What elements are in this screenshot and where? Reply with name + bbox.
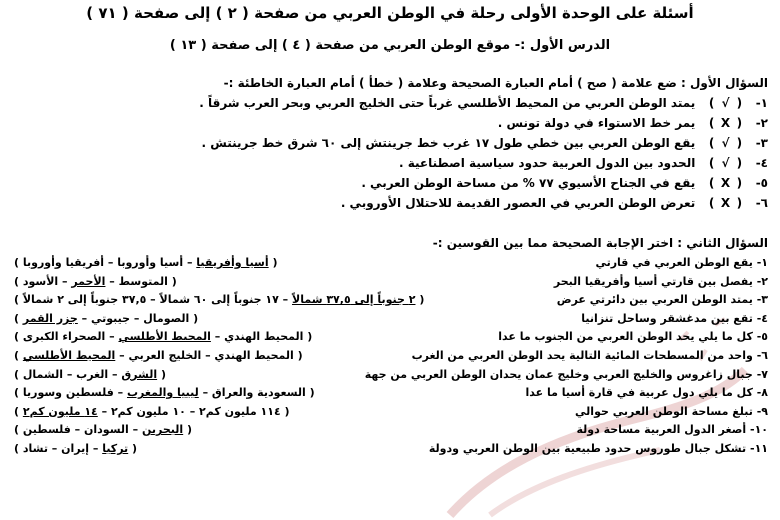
q2-option-text: – السودان – فلسطين ) [14,423,142,437]
q1-item-number: ٦- [755,196,768,210]
q1-item: ٢- ( X ) يمر خط الاستواء في دولة تونس . [497,116,768,130]
q2-correct-answer: ٢ جنوباً إلى ٣٧,٥ شمالاً [292,293,416,307]
q2-option-text: ( [183,423,193,437]
q2-option-text: ( الصومال – جيبوتي – [77,311,199,325]
q2-item-text: يقع الوطن العربي في قارتي [595,256,753,269]
q2-item-stem [526,386,768,399]
q2-item-options [14,256,278,269]
q1-item-mark: X [720,116,731,130]
question-2-heading: السؤال الثاني : اختر الإجابة الصحيحة مما بين القوسين :- [432,236,768,250]
q2-option-text: ( المحيط الهندي – الخليج العربي – [115,349,303,362]
q2-item-number: ٢- [756,274,768,288]
q2-item-text: كل ما يلي دول عربية في قارة أسيا ما عدا [525,386,753,400]
q2-item [14,442,768,457]
lesson-subtitle: الدرس الأول :- موقع الوطن العربي من صفحة ( ٤ ) إلى صفحة ( ١٣ ) [169,38,611,53]
q1-item-number: ٣- [755,136,768,150]
q1-item: ٦- ( X ) تعرض الوطن العربي في العصور القديمة للاحتلال الأوروبي . [340,196,768,210]
q2-item-text: أصغر الدول العربية مساحة دولة [576,423,747,437]
q2-item-number: ٤- [756,311,768,325]
q2-item-number: ١٠- [749,423,768,437]
q2-item [14,312,768,327]
q2-correct-answer: الأحمر [71,274,106,288]
q2-item-options [14,293,424,306]
q2-item-number: ٦- [756,349,768,362]
q2-item-text: تشكل جبال طوروس حدود طبيعية بين الوطن العربي ودولة [428,442,747,455]
q2-option-text: ( [268,256,278,269]
q1-item-text: الحدود بين الدول العربية حدود سياسية اصطناعية . [398,156,696,170]
q2-item-stem [365,368,768,381]
q2-option-text: – الغرب – الشمال ) [14,367,122,381]
q1-item-text: يقع الوطن العربي بين خطي طول ١٧ غرب خط جرينتش إلى ٦٠ شرق خط جرينتش . [201,136,696,150]
q2-option-text: – الأسود ) [14,274,72,288]
q1-item-text: يقع في الجناح الأسيوي ٧٧ % من مساحة الوطن العربي . [361,176,696,190]
q2-option-text: ) [14,311,23,325]
q1-item-number: ٥- [755,176,768,190]
q1-item-mark: √ [721,136,730,150]
q2-item-text: تقع بين مدغشقر وساحل تنزانيا [581,311,753,325]
q2-option-text: ( المحيط الهندي – [210,330,313,344]
q2-option-text: ( السعودية والعراق – [198,386,315,400]
q1-item-mark: X [720,176,731,190]
q1-item-text: تعرض الوطن العربي في العصور القديمة للاحتلال الأوروبي . [340,196,696,210]
q2-item [14,349,768,364]
q2-item [14,405,768,420]
q2-correct-answer: تركيا [102,442,129,455]
q1-item-text: يمر خط الاستواء في دولة تونس . [497,116,696,130]
question-1-heading: السؤال الأول : ضع علامة ( صح ) أمام العبارة الصحيحة وعلامة ( خطأ ) أمام العبارة الخاطئة :- [223,76,768,90]
q2-item-options [14,368,166,381]
q1-item-mark: √ [721,96,730,110]
q2-option-text: – الصحراء الكبرى ) [14,330,119,344]
q2-option-text: ( [157,367,166,381]
q2-item-stem [554,275,768,288]
q2-item [14,275,768,290]
q1-item: ١- ( √ ) يمتد الوطن العربي من المحيط الأطلسي غرباً حتى الخليج العربي وبحر العرب شرقاً . [199,96,768,110]
q2-option-text: ( [128,442,138,455]
q2-item-options [14,386,315,399]
q2-item-text: كل ما يلي يحد الوطن العربي من الجنوب ما عدا [498,330,753,344]
q1-item-text: يمتد الوطن العربي من المحيط الأطلسي غرباً حتى الخليج العربي وبحر العرب شرقاً . [199,96,696,110]
q2-correct-answer: الشرق [121,367,158,381]
q2-option-text: ( المتوسط – [105,274,177,288]
q2-correct-answer: ليبيا والمغرب [126,386,199,400]
q2-item-number: ٣- [756,293,768,307]
q2-option-text: – ١٧ جنوباً إلى ٦٠ شمالاً – ٣٧,٥ جنوباً إلى ٢ شمالاً ) [14,293,292,307]
q2-item-options [14,349,303,362]
q2-item [14,293,768,308]
q2-item [14,386,768,401]
q2-option-text: ) [14,349,23,362]
q2-item-options [14,423,192,436]
q2-item-text: يفصل بين قارتي أسيا وأفريقيا البحر [553,274,753,288]
q2-item [14,368,768,383]
q2-correct-answer: ١٤ مليون كم٢ [22,404,98,418]
q2-item [14,256,768,271]
q2-item-text: واحد من المسطحات المائية التالية يحد الوطن العربي من الغرب [411,349,753,362]
q2-item-number: ٥- [756,330,768,344]
q1-item-number: ١- [755,96,768,110]
q1-item: ٥- ( X ) يقع في الجناح الأسيوي ٧٧ % من مساحة الوطن العربي . [361,176,768,190]
q2-item-stem [498,330,768,343]
q1-item: ٣- ( √ ) يقع الوطن العربي بين خطي طول ١٧ غرب خط جرينتش إلى ٦٠ شرق خط جرينتش . [201,136,768,150]
q2-correct-answer: المحيط الأطلسي [22,349,116,362]
q2-item-stem [595,256,768,269]
q2-item [14,330,768,345]
q2-correct-answer: البحرين [141,423,184,437]
q2-item-options [14,442,137,455]
q2-item-stem [557,293,768,306]
q2-item-options [14,275,177,288]
q2-item-number: ١- [756,256,768,269]
page-title: أسئلة على الوحدة الأولى رحلة في الوطن العربي من صفحة ( ٢ ) إلى صفحة ( ٧١ ) [86,4,694,22]
q2-item-stem [412,349,768,362]
q2-item-number: ٩- [756,404,768,418]
q2-correct-answer: المحيط الأطلسي [118,330,211,344]
q1-item-number: ٢- [755,116,768,130]
q2-item-options [14,405,290,418]
q2-item-number: ١١- [749,442,768,455]
q2-option-text: – أسيا وأوروبا – أفريقيا وأوروبا ) [14,256,197,269]
q2-item-number: ٧- [756,367,768,381]
q2-item-options [14,312,198,325]
q2-item-number: ٨- [756,386,768,400]
q2-option-text: ( [415,293,425,307]
q1-item-mark: √ [721,156,730,170]
q2-option-text: ) [14,404,23,418]
q2-item-stem [581,312,768,325]
q2-option-text: – فلسطين وسوريا ) [14,386,127,400]
q2-correct-answer: جزر القمر [22,311,78,325]
q2-item-text: يمتد الوطن العربي بين دائرتي عرض [556,293,753,307]
q1-item-number: ٤- [755,156,768,170]
q2-item-text: تبلغ مساحة الوطن العربي حوالي [575,404,753,418]
q2-item [14,423,768,438]
q2-option-text: ( ١١٤ مليون كم٢ – ١٠ مليون كم٢ – [97,404,290,418]
q2-option-text: – إيران – تشاد ) [14,442,103,455]
q1-item-mark: X [720,196,731,210]
q2-correct-answer: أسيا وأفريقيا [196,256,269,269]
q2-item-options [14,330,312,343]
q2-item-stem [429,442,768,455]
q2-item-text: جبال زاغروس والخليج العربي وخليج عمان يحدان الوطن العربي من جهة [364,367,753,381]
q2-item-stem [575,405,768,418]
q1-item: ٤- ( √ ) الحدود بين الدول العربية حدود سياسية اصطناعية . [398,156,768,170]
q2-item-stem [576,423,768,436]
